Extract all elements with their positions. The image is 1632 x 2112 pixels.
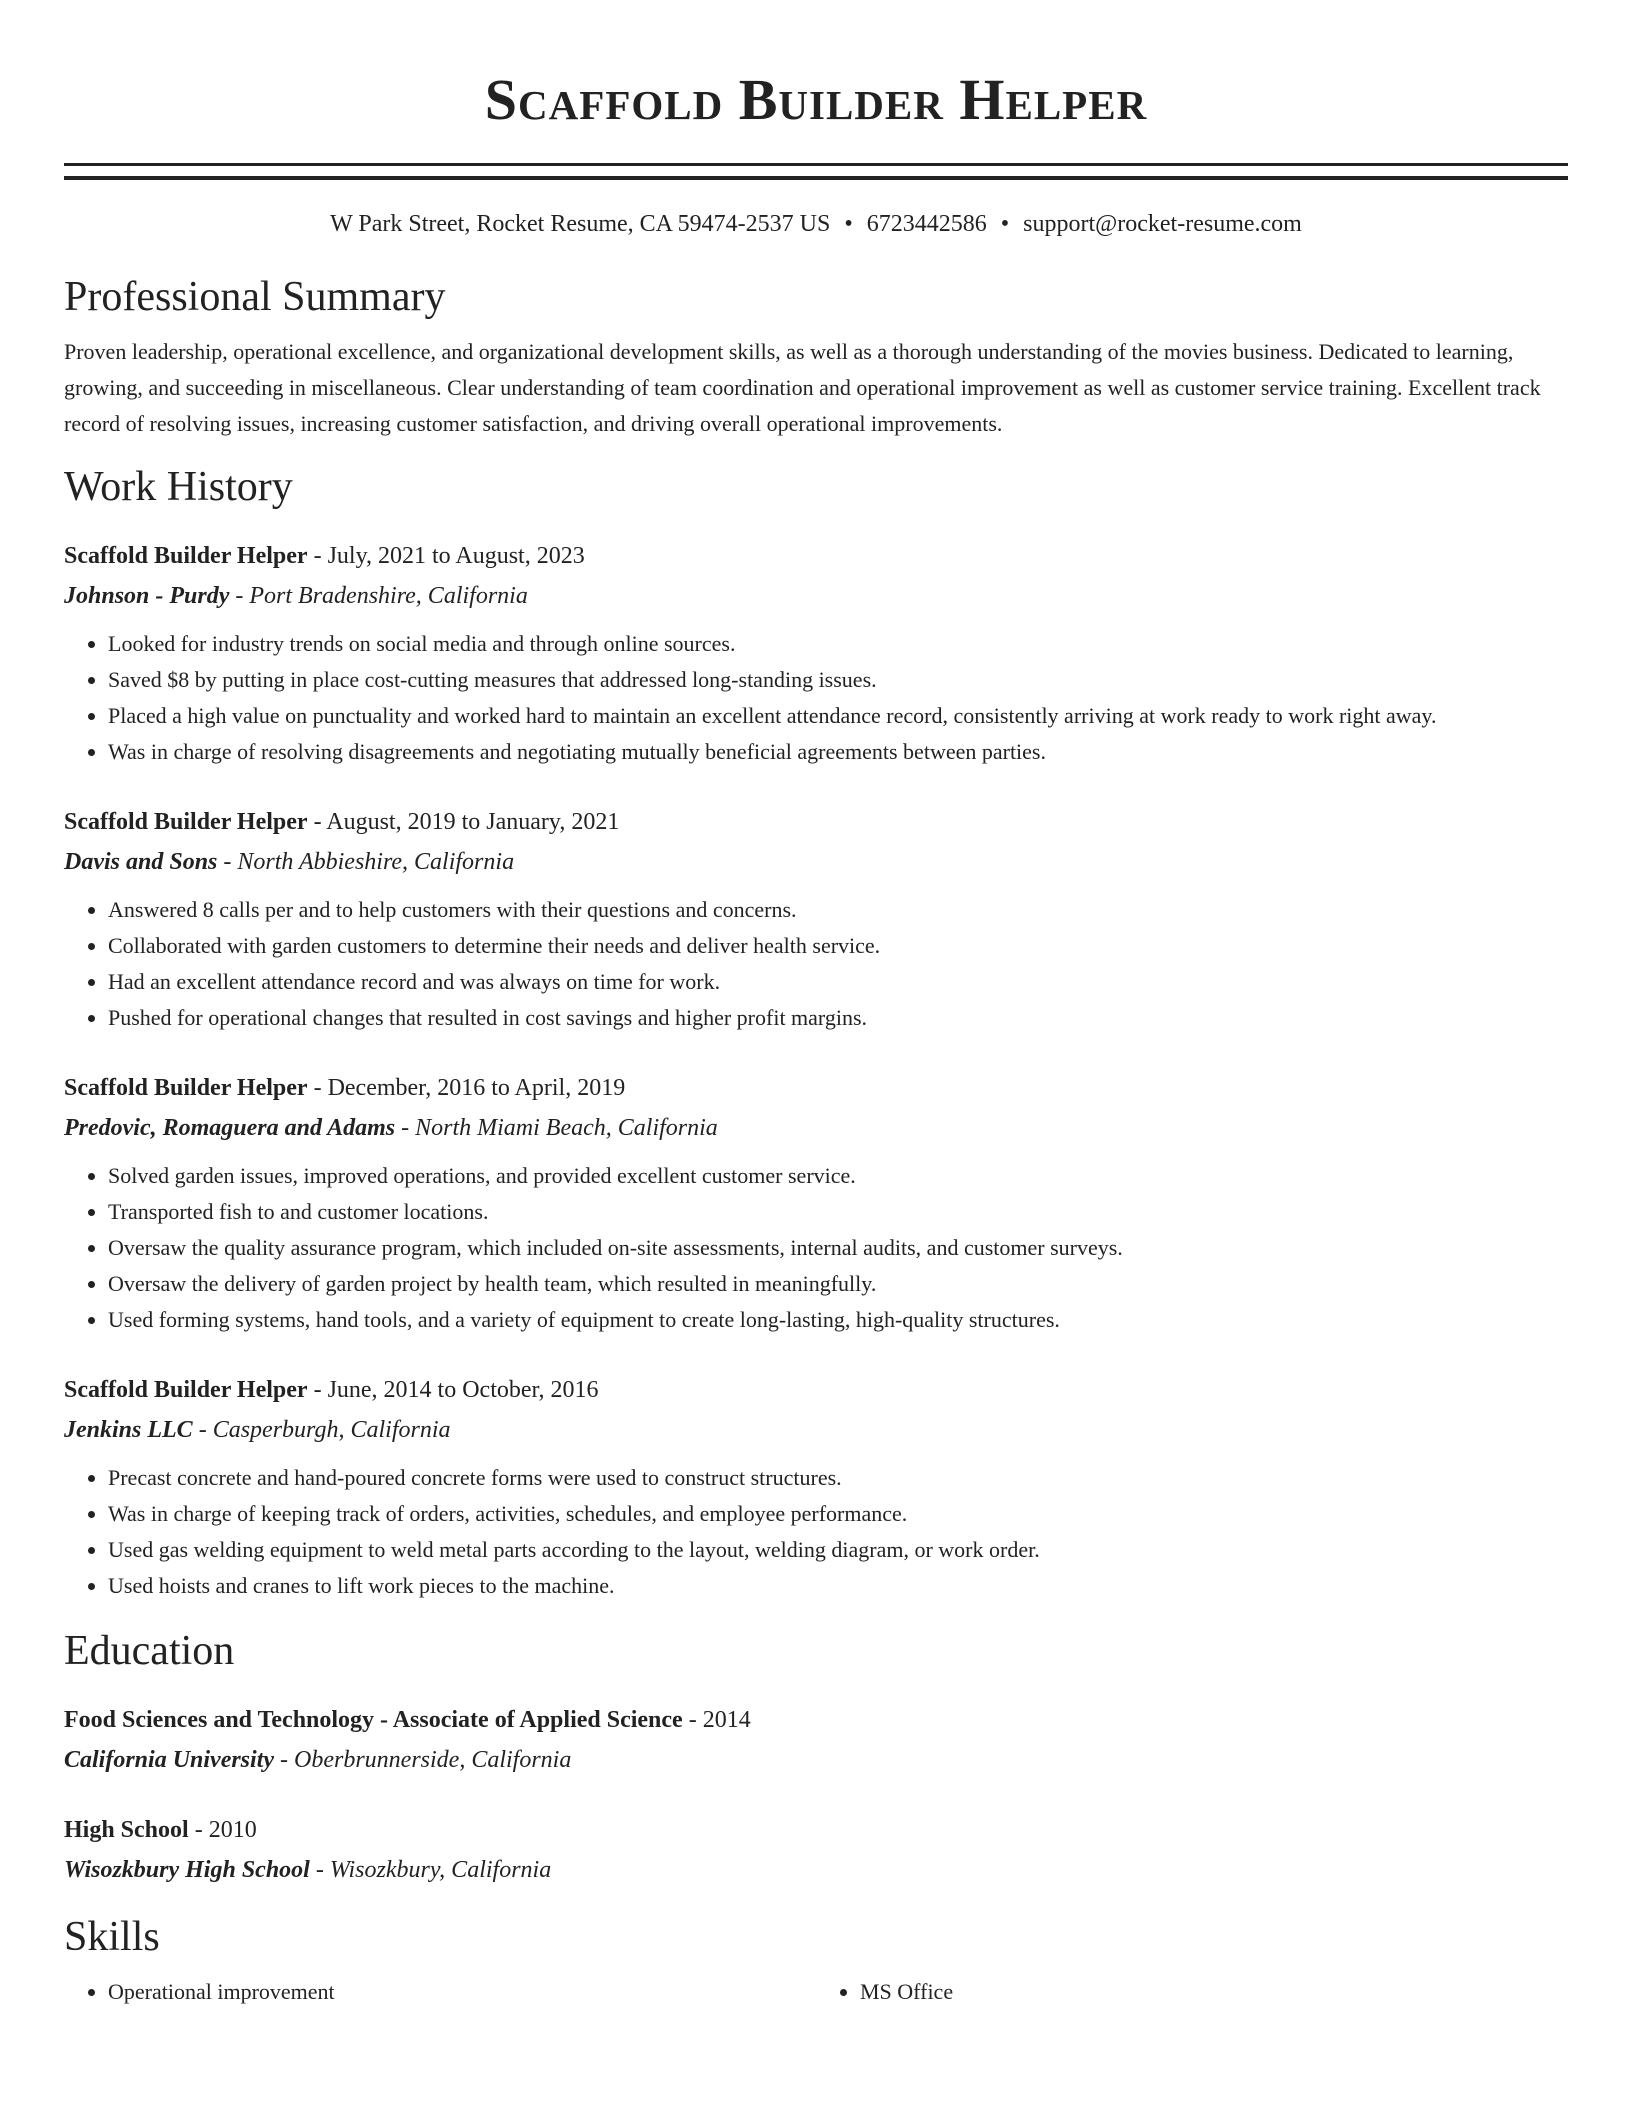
dash: - [188, 1817, 209, 1843]
dash: - [395, 1115, 416, 1141]
job-bullet: • Had an excellent attendance record and was always on time for work. [108, 964, 1568, 1000]
skills-list-right [816, 1974, 1568, 2010]
job-bullet: • Used hoists and cranes to lift work pieces to the machine. [108, 1568, 1568, 1604]
dash: - [307, 543, 328, 569]
skills-heading: Skills [64, 1914, 160, 1960]
job-bullet: • Looked for industry trends on social media and through online sources. [108, 626, 1568, 662]
education-school: Wisozkbury High School [64, 1857, 310, 1883]
skill-item: • Operational improvement [108, 1974, 816, 2010]
job-bullet: • Collaborated with garden customers to determine their needs and deliver health service. [108, 928, 1568, 964]
contact-separator: • [844, 211, 853, 237]
skills-list-left [64, 1974, 816, 2010]
work-history-section [64, 460, 1568, 1604]
education-degree: Food Sciences and Technology - Associate of Applied Science [64, 1707, 683, 1733]
job-employer [64, 1410, 1568, 1450]
dash: - [682, 1707, 703, 1733]
job-title: Scaffold Builder Helper [64, 809, 308, 835]
education-heading: Education [64, 1628, 235, 1674]
job-bullet: • Oversaw the quality assurance program, which included on-site assessments, internal audits, and customer surveys. [108, 1230, 1568, 1266]
job-header [64, 1370, 1568, 1410]
job-bullet: • Oversaw the delivery of garden project by health team, which resulted in meaningfully. [108, 1266, 1568, 1302]
job-bullets [64, 626, 1568, 770]
job-employer [64, 842, 1568, 882]
education-year: 2010 [208, 1817, 257, 1843]
job-employer [64, 576, 1568, 616]
job-entry [64, 802, 1568, 1036]
dash: - [274, 1747, 295, 1773]
job-employer [64, 1108, 1568, 1148]
job-bullet: • Used gas welding equipment to weld metal parts according to the layout, welding diagram, or work order. [108, 1532, 1568, 1568]
job-location: North Miami Beach, California [415, 1115, 718, 1141]
education-location: Wisozkbury, California [329, 1857, 552, 1883]
resume-page [64, 0, 1568, 2010]
job-company: Davis and Sons [64, 849, 218, 875]
education-header [64, 1700, 1568, 1740]
job-bullet: • Pushed for operational changes that resulted in cost savings and higher profit margins. [108, 1000, 1568, 1036]
education-header [64, 1810, 1568, 1850]
job-title: Scaffold Builder Helper [64, 1075, 308, 1101]
education-school-line [64, 1850, 1568, 1890]
contact-separator: • [1000, 211, 1010, 237]
job-bullet: • Precast concrete and hand-poured concrete forms were used to construct structures. [108, 1460, 1568, 1496]
job-bullet: • Was in charge of keeping track of orders, activities, schedules, and employee performance. [108, 1496, 1568, 1532]
summary-heading: Professional Summary [64, 274, 446, 320]
job-header [64, 1068, 1568, 1108]
job-header [64, 536, 1568, 576]
job-location: North Abbieshire, California [237, 849, 515, 875]
education-entry [64, 1700, 1568, 1780]
job-bullet: • Transported fish to and customer locations. [108, 1194, 1568, 1230]
dash: - [229, 583, 250, 609]
summary-text: Proven leadership, operational excellence, and organizational development skills, as well as a thorough understanding of the movies business. Dedicated to learning, growing, and succeeding in miscellaneous. Clear understanding of team coordination and operational improvement as well as customer service training. Excellent track record of resolving issues, increasing customer satisfaction, and driving overall operational improvements. [64, 339, 1541, 436]
job-bullet: • Answered 8 calls per and to help customers with their questions and concerns. [108, 892, 1568, 928]
dash: - [217, 849, 238, 875]
candidate-name: Scaffold Builder Helper [484, 67, 1148, 132]
dash: - [307, 1075, 328, 1101]
job-entry [64, 1068, 1568, 1338]
job-bullets [64, 1460, 1568, 1604]
job-location: Port Bradenshire, California [249, 583, 528, 609]
skill-item: • MS Office [860, 1974, 1568, 2010]
job-entry [64, 1370, 1568, 1604]
skills-columns [64, 1974, 1568, 2010]
contact-address: W Park Street, Rocket Resume, CA 59474-2537 US [330, 211, 831, 237]
job-bullet: • Placed a high value on punctuality and worked hard to maintain an excellent attendance record, consistently arriving at work ready to work right away. [108, 698, 1568, 734]
education-school: California University [64, 1747, 275, 1773]
job-title: Scaffold Builder Helper [64, 543, 308, 569]
job-company: Predovic, Romaguera and Adams [64, 1115, 396, 1141]
education-section [64, 1624, 1568, 1890]
job-bullets [64, 1158, 1568, 1338]
header-divider [64, 163, 1568, 180]
job-bullet: • Used forming systems, hand tools, and a variety of equipment to create long-lasting, high-quality structures. [108, 1302, 1568, 1338]
summary-section [64, 270, 1568, 442]
job-dates: December, 2016 to April, 2019 [327, 1075, 626, 1101]
education-school-line [64, 1740, 1568, 1780]
dash: - [307, 1377, 328, 1403]
job-dates: June, 2014 to October, 2016 [327, 1377, 599, 1403]
dash: - [192, 1417, 213, 1443]
job-bullets [64, 892, 1568, 1036]
education-entry [64, 1810, 1568, 1890]
job-dates: August, 2019 to January, 2021 [326, 809, 620, 835]
education-degree: High School [64, 1817, 189, 1843]
education-location: Oberbrunnerside, California [294, 1747, 572, 1773]
contact-phone: 6723442586 [866, 211, 987, 237]
job-dates: July, 2021 to August, 2023 [327, 543, 585, 569]
job-location: Casperburgh, California [212, 1417, 451, 1443]
job-bullet: • Solved garden issues, improved operations, and provided excellent customer service. [108, 1158, 1568, 1194]
contact-line [64, 208, 1568, 240]
job-company: Jenkins LLC [64, 1417, 193, 1443]
contact-email[interactable]: support@rocket-resume.com [1023, 211, 1302, 237]
job-bullet: • Was in charge of resolving disagreements and negotiating mutually beneficial agreements between parties. [108, 734, 1568, 770]
skills-section [64, 1910, 1568, 2010]
job-company: Johnson - Purdy [64, 583, 230, 609]
work-history-heading: Work History [64, 464, 293, 510]
dash: - [309, 1857, 330, 1883]
job-bullet: • Saved $8 by putting in place cost-cutting measures that addressed long-standing issues. [108, 662, 1568, 698]
job-entry [64, 536, 1568, 770]
job-header [64, 802, 1568, 842]
job-title: Scaffold Builder Helper [64, 1377, 308, 1403]
education-year: 2014 [702, 1707, 751, 1733]
dash: - [307, 809, 327, 835]
